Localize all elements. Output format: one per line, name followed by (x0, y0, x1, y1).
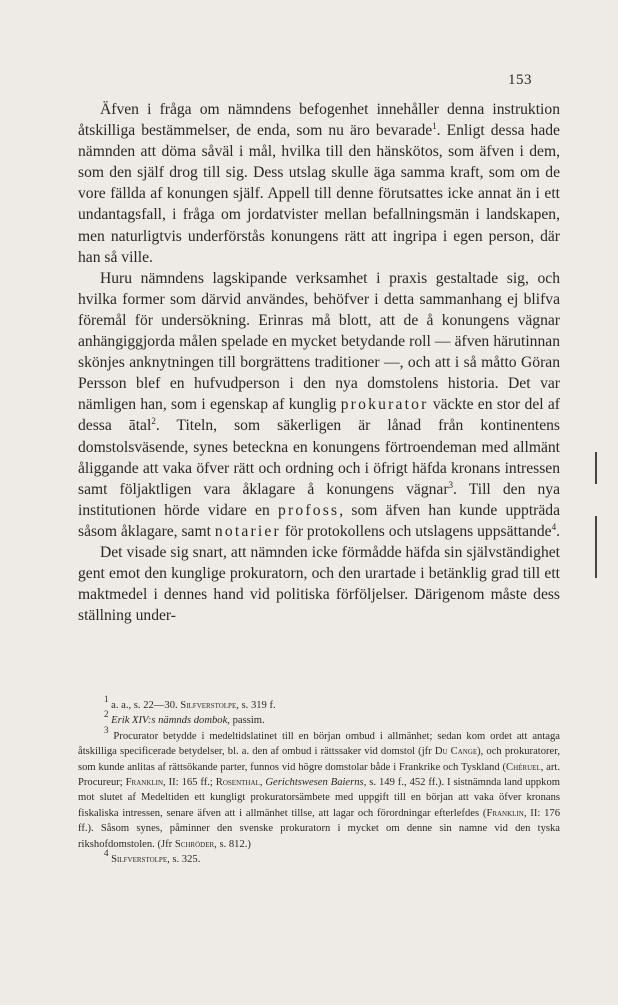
footnote-ref: 4 (551, 521, 557, 532)
text-run: , art. Procureur; (78, 761, 560, 789)
footnote-ref: 4 (104, 848, 109, 859)
footnote-ref: 3 (104, 724, 109, 735)
footnote-3 (78, 724, 560, 852)
author-name: Schröder (174, 838, 215, 850)
page-number: 153 (508, 72, 532, 88)
text-run: , s. 149 f., 452 ff.). I sistnämnda land uppkom mot slutet af Medeltiden ett kungligt prokuratorsämbete med uppgift till en början att vaka öfver kronans fiskaliska intressen, senare äfven att i allmänhet tillse, att lagar och förordningar efterlefdes ( (78, 777, 560, 819)
title-italic: Erik XIV:s nämnds dombok (111, 715, 228, 727)
title-italic: Gerichtswesen Baierns (265, 777, 364, 789)
text-run: , s. 319 f. (236, 700, 276, 711)
footnote-ref: 2 (151, 416, 156, 427)
paragraph (78, 99, 560, 268)
body-text (78, 99, 560, 626)
footnote-ref: 1 (104, 694, 109, 704)
author-name: Du Cange (434, 746, 478, 758)
text-run: väckte en stor del af dessa ātal (78, 396, 560, 435)
margin-mark (595, 452, 597, 484)
footnotes (78, 694, 560, 867)
footnote-ref: 1 (432, 121, 437, 132)
author-name: Rosenthal (215, 777, 260, 789)
text-run: a. a., s. 22—30. (108, 700, 181, 711)
spaced-term: profoss (277, 501, 340, 519)
text-run: Äfven i fråga om nämndens befogenhet innehåller denna instruktion åtskilliga bestämmelser, de enda, som nu äro bevarade (78, 101, 560, 140)
footnote-4 (78, 848, 560, 867)
author-name: Silfverstolpe (180, 700, 237, 711)
text-run: . Enligt dessa hade nämnden att döma såväl i mål, hvilka till den hänskötos, som äfven i dem, som den själf drog till sig. Dess utslag skulle äga samma kraft, som om de vore fällda af konungen själf. Appell till denne förutsattes icke annat än i ett undantagsfall, i fråga om jordatvister mellan befallningsmän i landskapen, men naturligtvis underförstås konungens rätt att ingripa i egen person, där han så ville. (78, 122, 560, 266)
footnote-2 (78, 709, 560, 728)
text-run: . (556, 522, 561, 540)
text-run: , s. 325. (167, 854, 201, 866)
author-name: Chéruel (506, 761, 541, 773)
spaced-term: notarier (214, 522, 281, 540)
text-run: för protokollens och utslagens uppsättande (280, 522, 552, 540)
footnote-ref: 2 (104, 709, 109, 720)
text-run: . Till den nya institutionen hörde vidare en (78, 480, 560, 519)
text-run: , II: 176 ff.). Såsom synes, påminner den svenske prokuratorn i mycket om denne sin namne vid den tyska rikshofdomstolen. (Jfr (78, 807, 560, 850)
margin-mark (595, 516, 597, 578)
text-run: Procurator betydde i medeltidslatinet till en början ombud i allmänhet; sedan kom ordet att antaga åtskilliga specificerade betydelser, bl. a. den af ombud i rättssaker vid domstol (jfr (78, 730, 560, 758)
text-run: Huru nämndens lagskipande verksamhet i praxis gestaltade sig, och hvilka former som därvid användes, behöfver i detta sammanhang ej blifva föremål för undersökning. Erinras må blott, att de å konungens vägnar anhängiggjorda målen spelade en mycket betydande roll — äfven härutinnan skönjes anknytningen till borgrättens traditioner —, och att i så måtto Göran Persson blef en hufvudperson i den nya domstolens historia. Det var nämligen han, som i egenskap af kunglig (78, 269, 560, 414)
text-run: , s. 812.) (214, 838, 251, 850)
paragraph (78, 268, 560, 542)
text-run: , II: 165 ff.; (163, 777, 216, 789)
text-run: Det visade sig snart, att nämnden icke förmådde häfda sin självständighet gent emot den kunglige prokuratorn, och den urartade i betänklig grad till ett maktmedel i dennes hand vid politiska förföljelser. Därigenom måste dess ställning under- (78, 543, 560, 625)
text-run: , som äfven han kunde uppträda såsom åklagare, samt (78, 501, 561, 540)
text-run: , passim. (227, 715, 265, 727)
paragraph (78, 542, 560, 626)
footnote-ref: 3 (448, 479, 454, 490)
text-run: . Titeln, som säkerligen är lånad från kontinentens domstolsväsende, synes beteckna en konungens förtroendeman med allmänt åliggande att vaka öfver rätt och ordning och i öfrigt häfda kronans intressen samt följaktligen vara åklagare å konungens vägnar (78, 417, 561, 498)
author-name: Silfverstolpe (111, 854, 168, 866)
author-name: Franklin (486, 807, 524, 819)
text-run: ), och prokuratorer, som kunde anlitas af rättsökande parter, funnos vid högre domstolar både i Frankrike och Tyskland ( (78, 746, 560, 773)
author-name: Franklin (125, 777, 164, 789)
spaced-term: prokurator (340, 396, 429, 414)
text-run: , (259, 777, 266, 789)
footnote-1 (78, 694, 560, 713)
